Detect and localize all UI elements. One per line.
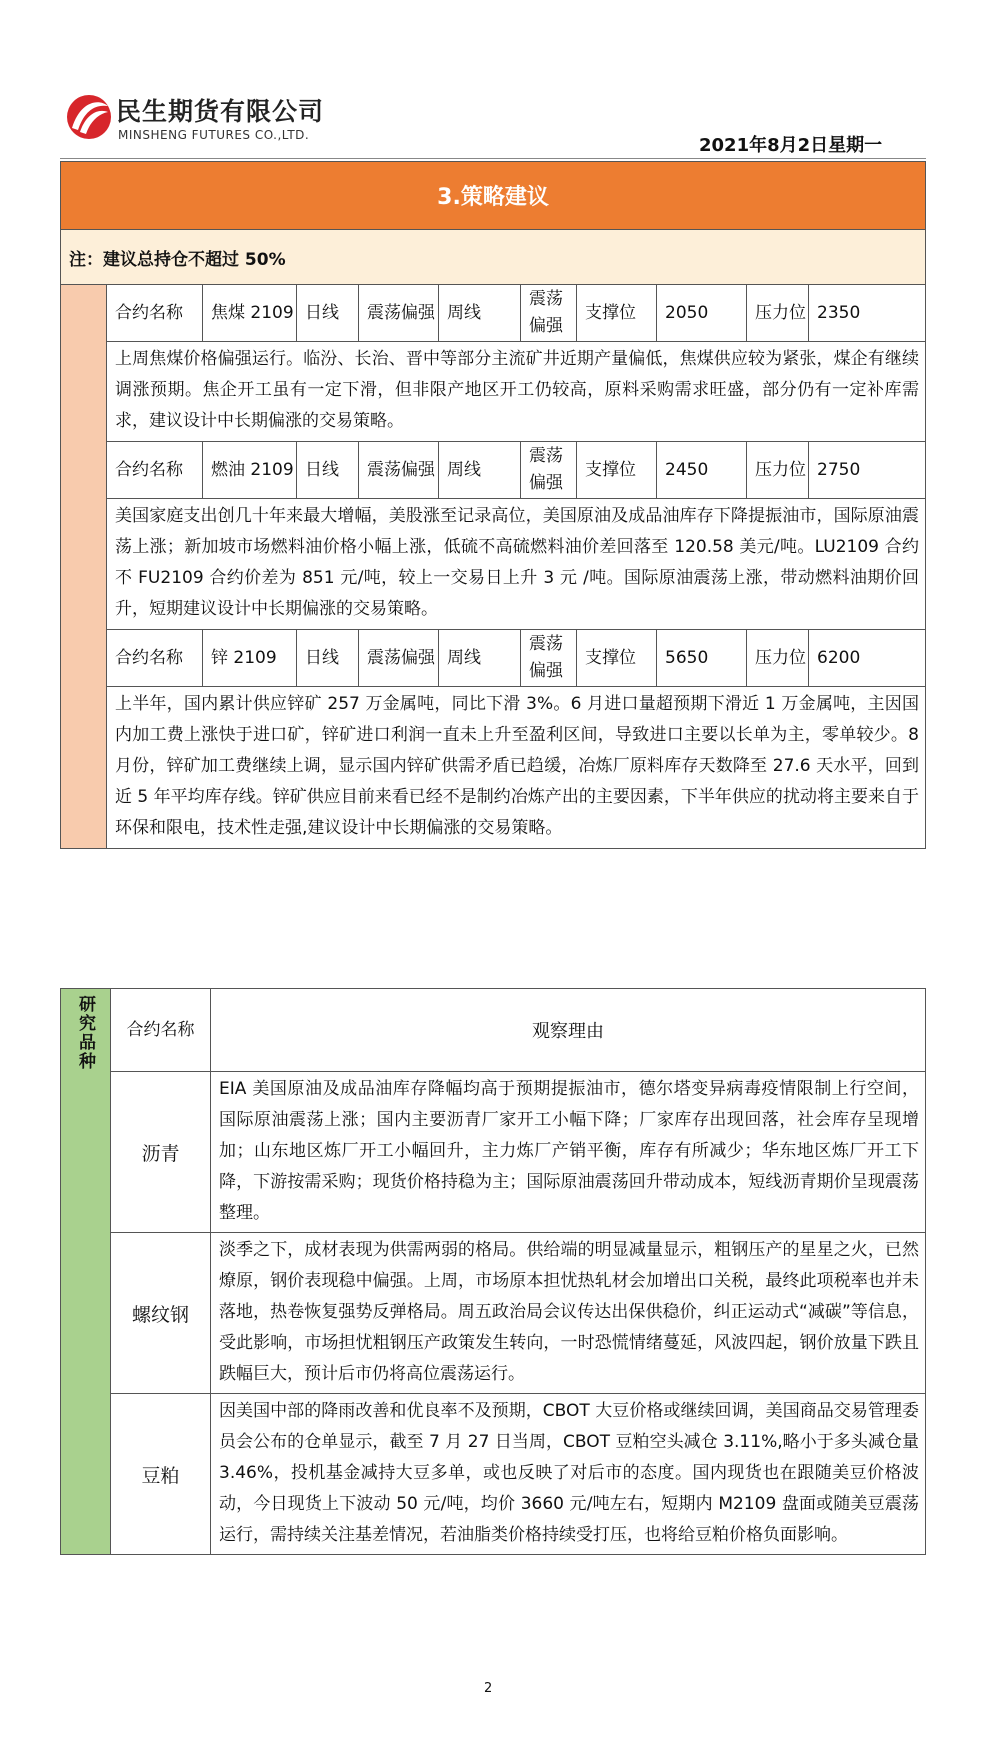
variety-name: 螺纹钢 xyxy=(111,1233,211,1393)
weekly-trend: 震荡偏强 xyxy=(521,630,577,686)
strategy-title: 3.策略建议 xyxy=(61,162,925,230)
contract-analysis: 上周焦煤价格偏强运行。临汾、长治、晋中等部分主流矿井近期产量偏低，焦煤供应较为紧张，煤企有继续调涨预期。焦企开工虽有一定下滑，但非限产地区开工仍较高，原料采购需求旺盛，部分仍有一定补库需求，建议设计中长期偏涨的交易策略。 xyxy=(107,342,925,442)
column-header-name: 合约名称 xyxy=(111,989,211,1071)
pressure-value: 6200 xyxy=(817,647,861,668)
research-table xyxy=(60,988,926,1555)
contract-label: 合约名称 xyxy=(107,630,203,686)
company-name-en: MINSHENG FUTURES CO.,LTD. xyxy=(118,128,310,142)
report-date: 2021年8月2日星期一 xyxy=(699,135,883,156)
contract-label: 合约名称 xyxy=(107,285,203,341)
variety-reason: 因美国中部的降雨改善和优良率不及预期，CBOT 大豆价格或继续回调，美国商品交易管理委员会公布的仓单显示，截至 7 月 27 日当周，CBOT 豆粕空头减仓 3.11%,略小于多头减仓量 3.46%，投机基金减持大豆多单，或也反映了对后市的态度。国内现货也在跟随美豆价格波动，今日现货上下波动 50 元/吨，均价 3660 元/吨左右，短期内 M2109 盘面或随美豆震荡运行，需持续关注基差情况，若油脂类价格持续受打压，也将给豆粕价格负面影响。 xyxy=(219,1401,919,1545)
page-number: 2 xyxy=(484,1681,493,1696)
position-note: 注：建议总持仓不超过 50% xyxy=(61,230,925,285)
variety-reason: EIA 美国原油及成品油库存降幅均高于预期提振油市，德尔塔变异病毒疫情限制上行空间， 国际原油震荡上涨；国内主要沥青厂家开工小幅下降；厂家库存出现回落，社会库存呈现增 加；山东地区炼厂开工小幅回升，主力炼厂产销平衡，库存有所减少；华东地区炼厂开工下 降，下游按需采购；现货价格持稳为主；国际原油震荡回升带动成本，短线沥青期价呈现震荡整理。 xyxy=(219,1079,919,1223)
variety-name: 沥青 xyxy=(111,1072,211,1232)
research-side-bar xyxy=(61,989,111,1554)
pressure-label: 压力位 xyxy=(747,285,809,341)
daily-label: 日线 xyxy=(297,285,359,341)
support-value: 5650 xyxy=(657,630,747,686)
variety-reason: 淡季之下，成材表现为供需两弱的格局。供给端的明显减量显示，粗钢压产的星星之火，已然燎原，钢价表现稳中偏强。上周，市场原本担忧热轧材会加增出口关税，最终此项税率也并未落地，热卷恢复强势反弹格局。周五政治局会议传达出保供稳价，纠正运动式“减碳”等信息，受此影响，市场担忧粗钢压产政策发生转向，一时恐慌情绪蔓延，风波四起，钢价放量下跌且跌幅巨大，预计后市仍将高位震荡运行。 xyxy=(219,1240,919,1384)
support-label: 支撑位 xyxy=(577,630,657,686)
contract-params-row xyxy=(107,285,925,342)
weekly-trend: 震荡偏强 xyxy=(521,442,577,498)
pressure-value: 2350 xyxy=(817,302,861,323)
table-row xyxy=(111,1072,925,1233)
pressure-label: 压力位 xyxy=(747,630,809,686)
header-divider xyxy=(60,158,926,159)
variety-name: 豆粕 xyxy=(111,1394,211,1554)
contract-analysis: 上半年，国内累计供应锌矿 257 万金属吨，同比下滑 3%。6 月进口量超预期下滑近 1 万金属吨，主因国内加工费上涨快于进口矿，锌矿进口利润一直未上升至盈利区间，导致进口主要以长单为主，零单较少。8 月份，锌矿加工费继续上调，显示国内锌矿供需矛盾已趋缓，冶炼厂原料库存天数降至 27.6 天水平，回到近 5 年平均库存线。锌矿供应目前来看已经不是制约冶炼产出的主要因素，下半年供应的扰动将主要来自于环保和限电，技术性走强,建议设计中长期偏涨的交易策略。 xyxy=(115,694,919,838)
pressure-value: 2750 xyxy=(817,459,861,480)
contract-name: 锌 2109 xyxy=(203,630,297,686)
weekly-trend: 震荡偏强 xyxy=(521,285,577,341)
support-value: 2450 xyxy=(657,442,747,498)
weekly-label: 周线 xyxy=(439,442,521,498)
contract-name: 焦煤 2109 xyxy=(203,285,297,341)
contract-params-row xyxy=(107,442,925,499)
daily-trend: 震荡偏强 xyxy=(359,285,439,341)
contract-label: 合约名称 xyxy=(107,442,203,498)
research-side-label: 研究品种 xyxy=(75,995,95,1071)
daily-label: 日线 xyxy=(297,442,359,498)
contract-params-row xyxy=(107,630,925,687)
table-row xyxy=(111,1394,925,1554)
weekly-label: 周线 xyxy=(439,285,521,341)
table-row xyxy=(111,1233,925,1394)
contract-analysis: 美国家庭支出创几十年来最大增幅，美股涨至记录高位，美国原油及成品油库存下降提振油市，国际原油震荡上涨；新加坡市场燃料油价格小幅上涨，低硫不高硫燃料油价差回落至 120.58 美元/吨。LU2109 合约不 FU2109 合约价差为 851 元/吨，较上一交易日上升 3 元 /吨。国际原油震荡上涨，带动燃料油期价回升，短期建议设计中长期偏涨的交易策略。 xyxy=(107,499,925,630)
support-label: 支撑位 xyxy=(577,285,657,341)
weekly-label: 周线 xyxy=(439,630,521,686)
research-header-row xyxy=(111,989,925,1072)
support-label: 支撑位 xyxy=(577,442,657,498)
minsheng-logo-icon xyxy=(64,92,114,142)
column-header-reason: 观察理由 xyxy=(532,1021,604,1042)
strategy-table xyxy=(60,161,926,849)
support-value: 2050 xyxy=(657,285,747,341)
strategy-side-bar xyxy=(61,285,107,848)
daily-trend: 震荡偏强 xyxy=(359,630,439,686)
pressure-label: 压力位 xyxy=(747,442,809,498)
contract-name: 燃油 2109 xyxy=(203,442,297,498)
daily-label: 日线 xyxy=(297,630,359,686)
daily-trend: 震荡偏强 xyxy=(359,442,439,498)
company-logo xyxy=(64,88,364,154)
company-name-cn: 民生期货有限公司 xyxy=(116,97,325,126)
